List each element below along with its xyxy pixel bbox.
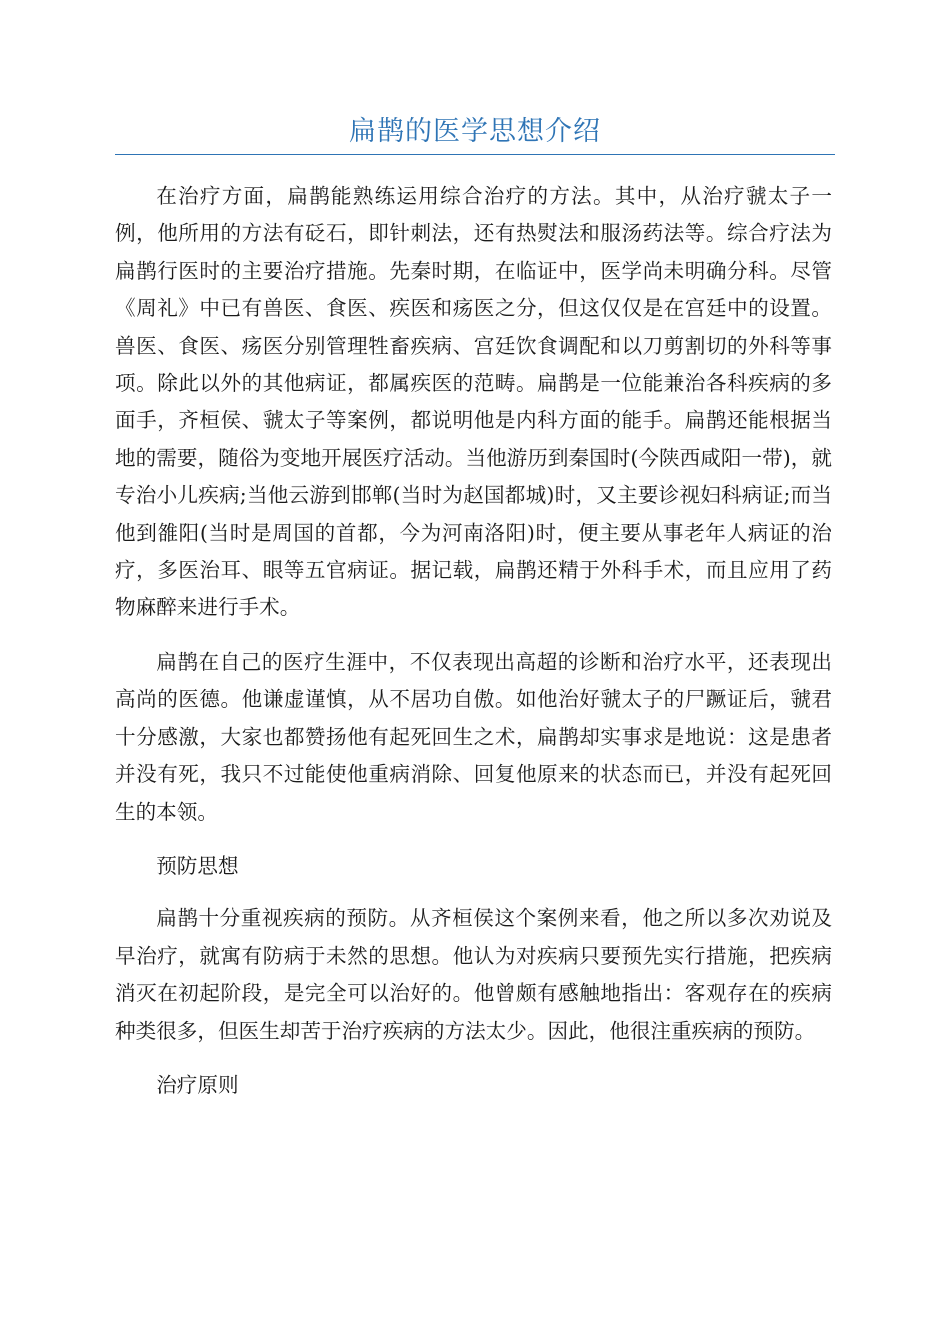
paragraph-treatment-methods: 在治疗方面，扁鹊能熟练运用综合治疗的方法。其中，从治疗虢太子一例，他所用的方法有砭石，即针刺法，还有热熨法和服汤药法等。综合疗法为扁鹊行医时的主要治疗措施。先秦时期，在临证中，医学尚未明确分科。尽管《周礼》中已有兽医、食医、疾医和疡医之分，但这仅仅是在宫廷中的设置。兽医、食医、疡医分别管理牲畜疾病、宫廷饮食调配和以刀剪割切的外科等事项。除此以外的其他病证，都属疾医的范畴。扁鹊是一位能兼治各科疾病的多面手，齐桓侯、虢太子等案例，都说明他是内科方面的能手。扁鹊还能根据当地的需要，随俗为变地开展医疗活动。当他游历到秦国时(今陕西咸阳一带)，就专治小儿疾病;当他云游到邯郸(当时为赵国都城)时，又主要诊视妇科病证;而当他到雒阳(当时是周国的首都，今为河南洛阳)时，便主要从事老年人病证的治疗，多医治耳、眼等五官病证。据记载，扁鹊还精于外科手术，而且应用了药物麻醉来进行手术。 [115, 184, 832, 620]
document-title: 扁鹊的医学思想介绍 [349, 116, 601, 147]
paragraph-medical-ethics: 扁鹊在自己的医疗生涯中，不仅表现出高超的诊断和治疗水平，还表现出高尚的医德。他谦虚谨慎，从不居功自傲。如他治好虢太子的尸蹶证后，虢君十分感激，大家也都赞扬他有起死回生之术，扁鹊却实事求是地说：这是患者并没有死，我只不过能使他重病消除、回复他原来的状态而已，并没有起死回生的本领。 [115, 649, 832, 824]
title-underline [115, 154, 835, 155]
section-heading-treatment-principles: 治疗原则 [156, 1072, 239, 1097]
section-heading-prevention: 预防思想 [156, 853, 239, 878]
paragraph-prevention: 扁鹊十分重视疾病的预防。从齐桓侯这个案例来看，他之所以多次劝说及早治疗，就寓有防病于未然的思想。他认为对疾病只要预先实行措施，把疾病消灭在初起阶段，是完全可以治好的。他曾颇有感触地指出：客观存在的疾病种类很多，但医生却苦于治疗疾病的方法太少。因此，他很注重疾病的预防。 [115, 906, 832, 1043]
document-body [115, 178, 832, 1119]
